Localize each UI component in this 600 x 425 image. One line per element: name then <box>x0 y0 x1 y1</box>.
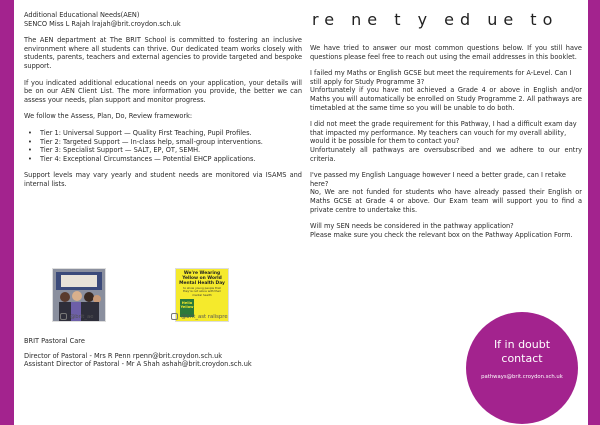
campaign-subtitle: to show young people that they're not alone with their mental health <box>182 286 222 297</box>
contact-line-1: If in doubt <box>493 338 551 351</box>
instagram-icon <box>60 313 67 320</box>
right-accent-bar <box>588 0 600 425</box>
aen-title: Additional Educational Needs(AEN) <box>24 11 140 19</box>
aen-paragraph-2: If you indicated additional educational needs on your application, your details will be on our AEN Client List. The more information you provide, the better we can assess your needs, plan support and monitor progress. <box>24 78 302 104</box>
faq-question: Will my SEN needs be considered in the pathway application? <box>310 222 514 231</box>
aen-column <box>24 11 302 197</box>
tier-item: • Tier 3: Specialist Support — SALT, EP, OT, SEMH. <box>36 146 302 155</box>
campaign-title: We're Wearing Yellow on World Mental Health Day <box>179 271 225 286</box>
group-photo-caption: @brit_ae <box>60 313 94 320</box>
contact-circle <box>466 312 578 424</box>
faq-question: I've passed my English Language however I need a better grade, can I retake here? <box>310 171 566 188</box>
faq-question: I did not meet the grade requirement for this Pathway, I had a difficult exam day that impacted my performance. My teachers can vouch for my overall ability, would it be possible for them to contact you? <box>310 120 577 146</box>
aen-paragraph-3: We follow the Assess, Plan, Do, Review framework: <box>24 112 193 121</box>
pastoral-team: BRIT Pastoral Care <box>24 337 85 345</box>
tier-item: • Tier 4: Exceptional Circumstances — Potential EHCP applications. <box>36 155 302 164</box>
faq-question: I failed my Maths or English GCSE but meet the requirements for A-Level. Can I still apply for Study Programme 3? <box>310 69 572 86</box>
faq-answer: Unfortunately all pathways are oversubscribed and we adhere to our entry criteria. <box>310 145 582 163</box>
faq-intro: We have tried to answer our most common questions below. If you still have questions please feel free to reach out using the email addresses in this booklet. <box>310 44 582 61</box>
faq-answer: No, We are not funded for students who have already passed their English or Maths GCSE at Grade 4 or above. Our Exam team will support you to find a private centre to undertake this. <box>310 188 582 214</box>
faq-heading: re ne t y ed ue to <box>312 10 559 29</box>
pastoral-contacts <box>24 337 304 369</box>
contact-line-2: contact <box>501 352 543 365</box>
hello-yellow-logo: Hello Yellow <box>180 299 194 317</box>
director-contact: Director of Pastoral - Mrs R Penn rpenn@brit.croydon.sch.uk <box>24 351 223 360</box>
senco-contact: SENCO Miss L Rajah lrajah@brit.croydon.sch.uk <box>24 19 181 28</box>
tier-item: • Tier 1: Universal Support — Quality First Teaching, Pupil Profiles. <box>36 129 302 138</box>
left-accent-bar <box>0 0 14 425</box>
assistant-director-contact: Assistant Director of Pastoral - Mr A Shah ashah@brit.croydon.sch.uk <box>24 360 252 369</box>
faq-column <box>310 44 582 247</box>
instagram-icon <box>171 313 178 320</box>
tier-list <box>24 129 302 163</box>
tier-item: • Tier 2: Targeted Support — In-class help, small-group interventions. <box>36 138 302 147</box>
aen-paragraph-4: Support levels may vary yearly and student needs are monitored via ISAMS and internal lists. <box>24 171 302 188</box>
faq-answer: Please make sure you check the relevant box on the Pathway Application Form. <box>310 230 573 239</box>
pathways-email[interactable]: pathways@brit.croydon.sch.uk <box>481 374 563 380</box>
faq-answer: Unfortunately if you have not achieved a Grade 4 or above in English and/or Maths you will automatically be enrolled on Study Programme 2. All pathways are timetabled at the same time so you will be unable to do both. <box>310 86 582 112</box>
campaign-caption: @brit_ast ralispre <box>171 313 228 320</box>
aen-paragraph-1: The AEN department at The BRIT School is committed to fostering an inclusive environment where all students can thrive. Our dedicated team works closely with students, parents, teachers and external agencies to provide targeted and bespoke support. <box>24 36 302 70</box>
